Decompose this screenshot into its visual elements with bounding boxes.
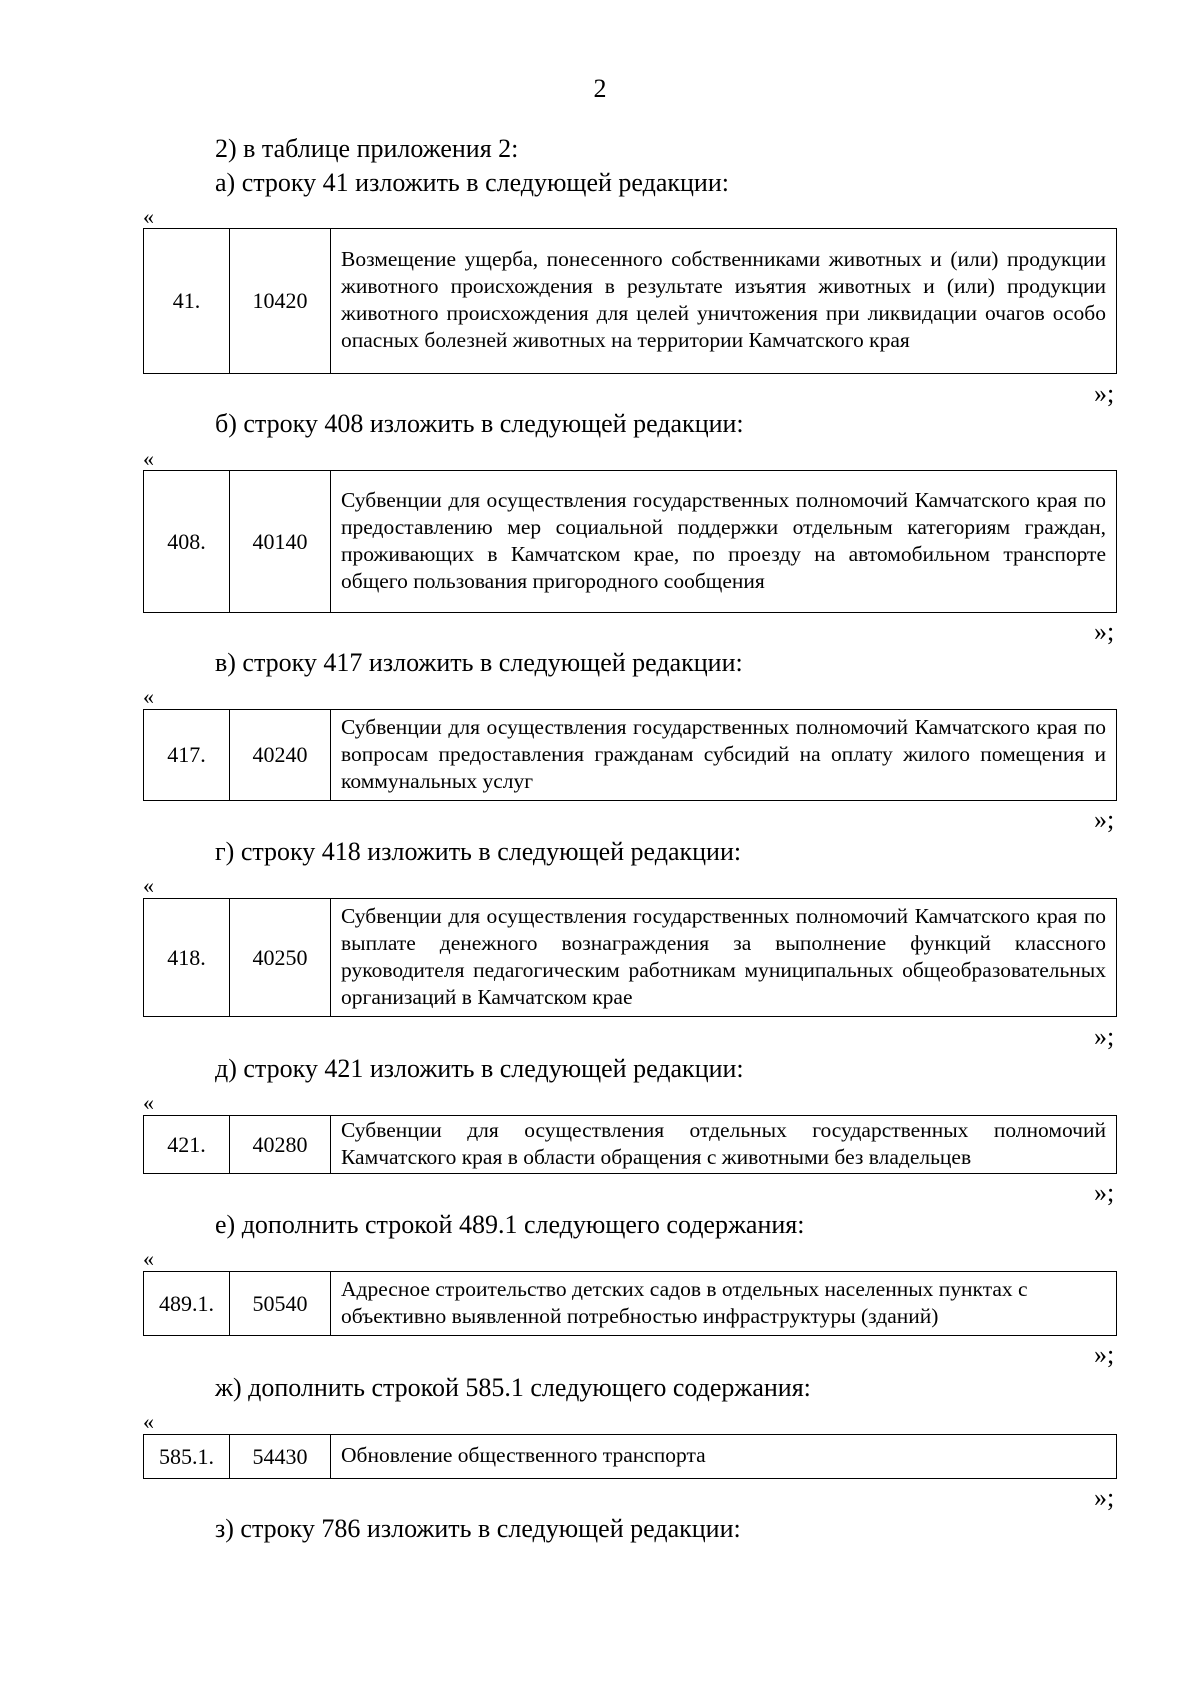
close-quote: »; [1094,1178,1115,1207]
row-description-text: Возмещение ущерба, понесенного собственниками животных и (или) продукции животного происхождения в результате изъятия животных и (или) продукции животного происхождения для целей уничтожения при ликвидации очагов особо опасных болезней животных на территории Камчатского края [341,247,1106,352]
section-heading: ж) дополнить строкой 585.1 следующего содержания: [215,1373,811,1402]
section-heading: е) дополнить строкой 489.1 следующего содержания: [215,1210,805,1239]
row-number: 41. [144,229,230,373]
row-description-text: Субвенции для осуществления государственных полномочий Камчатского края по вопросам предоставления гражданам субсидий на оплату жилого помещения и коммунальных услуг [341,714,1106,793]
row-number: 417. [144,710,230,800]
row-description [331,1116,1116,1173]
row-description-text: Обновление общественного транспорта [341,1443,706,1467]
table-row [143,1434,1117,1479]
row-description [331,471,1116,612]
row-number: 408. [144,471,230,612]
open-quote: « [143,204,154,229]
open-quote: « [143,684,154,709]
table-row [143,898,1117,1017]
row-description [331,899,1116,1016]
row-description [331,229,1116,373]
close-quote: »; [1094,379,1115,408]
table-row [143,470,1117,613]
row-number: 489.1. [144,1272,230,1335]
row-number: 418. [144,899,230,1016]
row-number: 421. [144,1116,230,1173]
close-quote: »; [1094,1483,1115,1512]
table-row [143,709,1117,801]
close-quote: »; [1094,1022,1115,1051]
open-quote: « [143,1090,154,1115]
table-row [143,1271,1117,1336]
open-quote: « [143,873,154,898]
row-code: 40240 [230,710,331,800]
close-quote: »; [1094,617,1115,646]
table-row [143,1115,1117,1174]
row-description-text: Адресное строительство детских садов в отдельных населенных пунктах с объективно выявленной потребностью инфраструктуры (зданий) [341,1276,1028,1328]
close-quote: »; [1094,1340,1115,1369]
intro-line: 2) в таблице приложения 2: [215,134,519,163]
open-quote: « [143,1409,154,1434]
open-quote: « [143,446,154,471]
row-code: 50540 [230,1272,331,1335]
row-description [331,710,1116,800]
section-heading-final: з) строку 786 изложить в следующей редакции: [215,1514,741,1543]
section-heading: а) строку 41 изложить в следующей редакции: [215,168,729,197]
row-code: 10420 [230,229,331,373]
section-heading: д) строку 421 изложить в следующей редакции: [215,1054,744,1083]
close-quote: »; [1094,805,1115,834]
row-description [331,1435,1116,1478]
page-number: 2 [593,74,607,103]
row-code: 40250 [230,899,331,1016]
row-code: 54430 [230,1435,331,1478]
section-heading: б) строку 408 изложить в следующей редакции: [215,409,744,438]
row-description-text: Субвенции для осуществления государственных полномочий Камчатского края по предоставлению мер социальной поддержки отдельным категориям граждан, проживающих в Камчатском крае, по проезду на автомобильном транспорте общего пользования пригородного сообщения [341,487,1106,593]
row-code: 40280 [230,1116,331,1173]
row-description-text: Субвенции для осуществления отдельных государственных полномочий Камчатского края в области обращения с животными без владельцев [341,1117,1106,1169]
section-heading: в) строку 417 изложить в следующей редакции: [215,648,743,677]
row-code: 40140 [230,471,331,612]
row-description-text: Субвенции для осуществления государственных полномочий Камчатского края по выплате денежного вознаграждения за выполнение функций классного руководителя педагогическим работникам муниципальных общеобразовательных организаций в Камчатском крае [341,903,1106,1009]
section-heading: г) строку 418 изложить в следующей редакции: [215,837,742,866]
open-quote: « [143,1246,154,1271]
row-description [331,1272,1116,1335]
row-number: 585.1. [144,1435,230,1478]
table-row [143,228,1117,374]
